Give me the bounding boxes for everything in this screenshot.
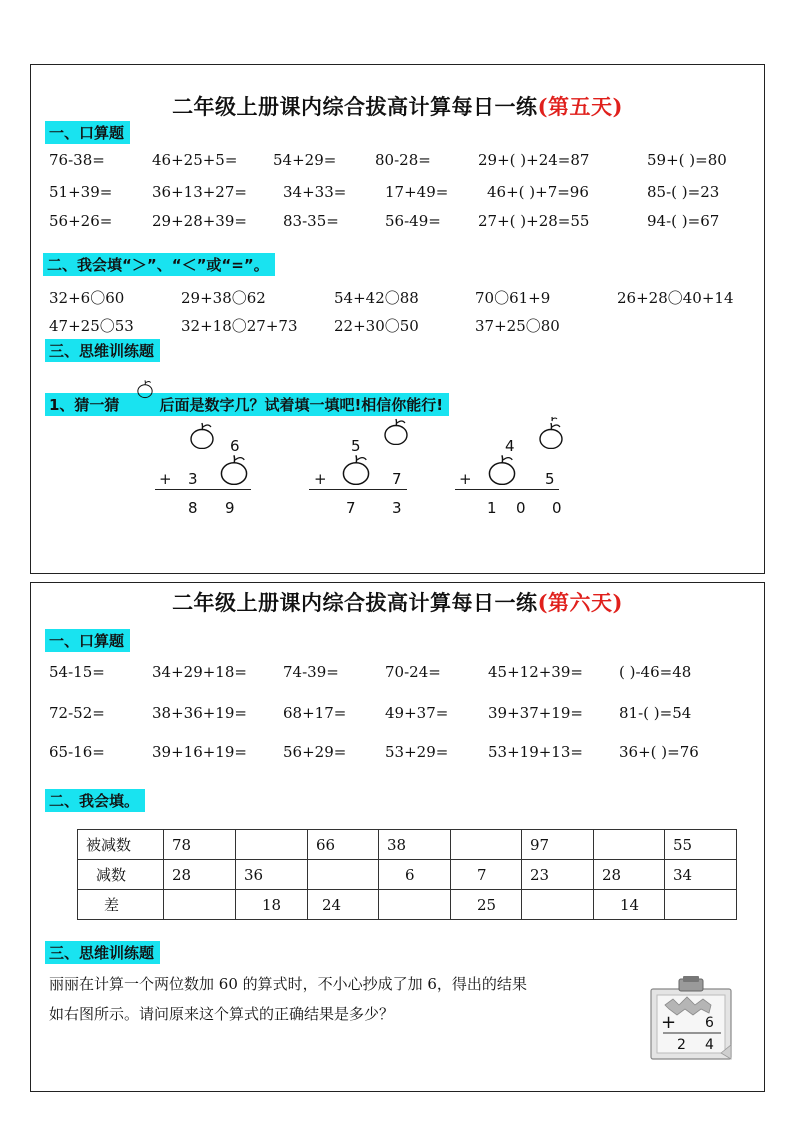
sum-line [309, 489, 407, 490]
clipboard-figure [647, 975, 735, 1063]
compare-item: 47+25〇53 [49, 317, 134, 335]
compare-item: 29+38〇62 [181, 289, 266, 307]
problem: 56-49= [385, 212, 441, 230]
day6-card [30, 582, 765, 1092]
table-cell: 23 [522, 860, 594, 890]
problem: 56+26= [49, 212, 113, 230]
day5-q1-prompt: 1、猜一猜 后面是数字几？试着填一填吧!相信你能行! [45, 393, 449, 416]
problem: 59+( )=80 [647, 151, 727, 169]
day6-title-day: (第六天) [537, 590, 623, 615]
problem: 38+36+19= [152, 704, 247, 722]
problem: 27+( )+28=55 [478, 212, 590, 230]
problem: 29+28+39= [152, 212, 247, 230]
table-cell: 28 [594, 860, 665, 890]
apple-icon [219, 453, 249, 485]
table-cell: 7 [451, 860, 522, 890]
day5-title: 二年级上册课内综合拔高计算每日一练(第五天) [172, 94, 623, 119]
digit: 6 [230, 437, 240, 455]
table-cell: 6 [379, 860, 451, 890]
table-cell [594, 830, 665, 860]
table-row [78, 860, 737, 890]
apple-icon [189, 421, 215, 449]
table-header-cell: 减数 [78, 860, 164, 890]
digit: 2 [677, 1037, 686, 1053]
digit: 4 [705, 1037, 714, 1053]
digit: 0 [516, 499, 526, 517]
plus-sign: + [459, 470, 472, 488]
digit: 4 [505, 437, 515, 455]
day6-title: 二年级上册课内综合拔高计算每日一练(第六天) [172, 590, 623, 615]
subtraction-table [77, 829, 737, 920]
problem: 54-15= [49, 663, 105, 681]
digit: 6 [705, 1015, 714, 1031]
day5-section-1: 一、口算题 [45, 121, 130, 144]
problem: 68+17= [283, 704, 347, 722]
problem: 34+33= [283, 183, 347, 201]
problem: 36+( )=76 [619, 743, 699, 761]
day6-section-3: 三、思维训练题 [45, 941, 160, 964]
table-cell [522, 890, 594, 920]
table-cell: 36 [236, 860, 308, 890]
digit: 8 [188, 499, 198, 517]
word-problem-line-1: 丽丽在计算一个两位数加 60 的算式时，不小心抄成了加 6，得出的结果 [49, 975, 527, 993]
apple-icon [341, 453, 371, 485]
plus-sign: + [661, 1012, 677, 1033]
problem: 54+29= [273, 151, 337, 169]
problem: 94-( )=67 [647, 212, 720, 230]
table-header-cell: 差 [78, 890, 164, 920]
table-cell [451, 830, 522, 860]
problem: 51+39= [49, 183, 113, 201]
digit: 5 [545, 470, 555, 488]
problem: 72-52= [49, 704, 105, 722]
table-cell [236, 830, 308, 860]
day5-section-2: 二、我会填“＞”、“＜”或“=”。 [43, 253, 275, 276]
compare-item: 22+30〇50 [334, 317, 419, 335]
day6-section-1: 一、口算题 [45, 629, 130, 652]
compare-item: 54+42〇88 [334, 289, 419, 307]
table-cell [164, 890, 236, 920]
plus-sign: + [159, 470, 172, 488]
table-header-cell: 被减数 [78, 830, 164, 860]
compare-item: 37+25〇80 [475, 317, 560, 335]
problem: 36+13+27= [152, 183, 247, 201]
problem: ( )-46=48 [619, 663, 692, 681]
problem: 49+37= [385, 704, 449, 722]
table-cell [308, 860, 379, 890]
problem: 76-38= [49, 151, 105, 169]
word-problem-line-2: 如右图所示。请问原来这个算式的正确结果是多少？ [49, 1005, 395, 1023]
day6-section-2: 二、我会填。 [45, 789, 145, 812]
problem: 45+12+39= [488, 663, 583, 681]
problem: 39+16+19= [152, 743, 247, 761]
day5-section-3: 三、思维训练题 [45, 339, 160, 362]
table-row [78, 830, 737, 860]
table-cell: 78 [164, 830, 236, 860]
problem: 70-24= [385, 663, 441, 681]
problem: 46+( )+7=96 [487, 183, 589, 201]
problem: 56+29= [283, 743, 347, 761]
table-cell: 25 [451, 890, 522, 920]
table-cell: 14 [594, 890, 665, 920]
digit: 3 [188, 470, 198, 488]
digit: 7 [392, 470, 402, 488]
problem: 74-39= [283, 663, 339, 681]
compare-item: 32+6〇60 [49, 289, 125, 307]
problem: 46+25+5= [152, 151, 238, 169]
sum-line [455, 489, 559, 490]
problem: 29+( )+24=87 [478, 151, 590, 169]
problem: 80-28= [375, 151, 431, 169]
apple-icon [133, 379, 157, 399]
plus-sign: + [314, 470, 327, 488]
problem: 85-( )=23 [647, 183, 720, 201]
table-cell: 97 [522, 830, 594, 860]
table-cell [379, 890, 451, 920]
problem: 34+29+18= [152, 663, 247, 681]
problem: 53+29= [385, 743, 449, 761]
apple-icon [487, 453, 517, 485]
digit: 1 [487, 499, 497, 517]
table-cell: 34 [665, 860, 737, 890]
table-cell: 55 [665, 830, 737, 860]
day5-title-day: (第五天) [537, 94, 623, 119]
compare-item: 32+18〇27+73 [181, 317, 298, 335]
digit: 0 [552, 499, 562, 517]
problem: 65-16= [49, 743, 105, 761]
digit: 9 [225, 499, 235, 517]
table-cell: 38 [379, 830, 451, 860]
digit: 5 [351, 437, 361, 455]
table-cell: 24 [308, 890, 379, 920]
table-row [78, 890, 737, 920]
problem: 53+19+13= [488, 743, 583, 761]
compare-item: 70〇61+9 [475, 289, 551, 307]
table-cell: 66 [308, 830, 379, 860]
problem: 17+49= [385, 183, 449, 201]
compare-item: 26+28〇40+14 [617, 289, 734, 307]
day5-card [30, 64, 765, 574]
digit: 3 [392, 499, 402, 517]
sum-line [155, 489, 251, 490]
table-cell: 28 [164, 860, 236, 890]
apple-icon [383, 417, 409, 445]
table-cell [665, 890, 737, 920]
digit: 7 [346, 499, 356, 517]
apple-icon [538, 421, 564, 449]
table-cell: 18 [236, 890, 308, 920]
problem: 39+37+19= [488, 704, 583, 722]
problem: 81-( )=54 [619, 704, 692, 722]
problem: 83-35= [283, 212, 339, 230]
